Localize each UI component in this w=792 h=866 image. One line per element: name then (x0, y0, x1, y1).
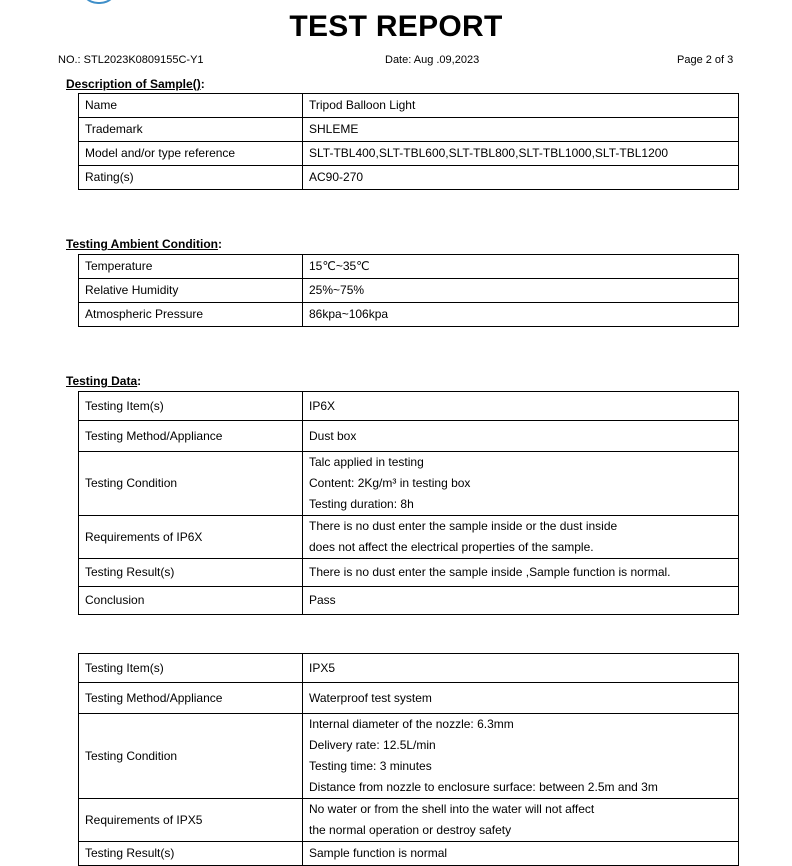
ipx5-table (78, 653, 739, 866)
ambient-section-heading (66, 237, 222, 251)
table-row (79, 94, 739, 118)
table-cell-value: Dust box (303, 421, 739, 452)
table-cell-value (303, 799, 739, 842)
table-cell-value: Tripod Balloon Light (303, 94, 739, 118)
requirement-line: No water or from the shell into the water will not affect (309, 802, 595, 816)
condition-line: Testing duration: 8h (309, 497, 414, 511)
requirement-line: does not affect the electrical properties of the sample. (309, 540, 594, 554)
table-row (79, 279, 739, 303)
ambient-heading-colon: : (217, 237, 222, 251)
table-cell-label: Requirements of IP6X (79, 516, 303, 559)
table-cell-label: Testing Method/Appliance (79, 421, 303, 452)
condition-line: Talc applied in testing (309, 455, 424, 469)
table-row (79, 166, 739, 190)
table-cell-label: Name (79, 94, 303, 118)
requirement-line: the normal operation or destroy safety (309, 823, 512, 837)
testing-heading-colon: : (137, 374, 142, 388)
table-row (79, 559, 739, 587)
table-cell-label: Testing Result(s) (79, 559, 303, 587)
condition-line: Delivery rate: 12.5L/min (309, 738, 436, 752)
sample-heading-text: Description of Sample() (66, 77, 201, 91)
table-row (79, 842, 739, 866)
table-cell-label: Testing Method/Appliance (79, 683, 303, 714)
testing-section-heading (66, 374, 141, 388)
table-cell-value (303, 714, 739, 799)
table-cell-value: SLT-TBL400,SLT-TBL600,SLT-TBL800,SLT-TBL1000,SLT-TBL1200 (303, 142, 739, 166)
company-logo-fragment (80, 0, 118, 4)
table-row (79, 421, 739, 452)
table-cell-value: IP6X (303, 392, 739, 421)
sample-table (78, 93, 739, 190)
table-cell-label: Atmospheric Pressure (79, 303, 303, 327)
table-row (79, 683, 739, 714)
table-cell-label: Testing Condition (79, 452, 303, 516)
table-row (79, 255, 739, 279)
report-number: NO.: STL2023K0809155C-Y1 (58, 54, 204, 66)
table-row (79, 142, 739, 166)
table-row (79, 118, 739, 142)
table-cell-label: Model and/or type reference (79, 142, 303, 166)
table-cell-value (303, 452, 739, 516)
ambient-table (78, 254, 739, 327)
table-cell-label: Requirements of IPX5 (79, 799, 303, 842)
table-row (79, 799, 739, 842)
table-cell-value: Pass (303, 587, 739, 615)
condition-line: Testing time: 3 minutes (309, 759, 432, 773)
condition-line: Distance from nozzle to enclosure surface: between 2.5m and 3m (309, 780, 658, 794)
table-cell-value (303, 516, 739, 559)
ambient-heading-text: Testing Ambient Condition (66, 237, 218, 251)
table-row (79, 587, 739, 615)
table-row (79, 392, 739, 421)
table-cell-label: Testing Item(s) (79, 392, 303, 421)
page-number: Page 2 of 3 (677, 54, 734, 66)
table-cell-label: Relative Humidity (79, 279, 303, 303)
table-cell-value: IPX5 (303, 654, 739, 683)
table-cell-label: Testing Condition (79, 714, 303, 799)
table-row (79, 452, 739, 516)
table-cell-value: There is no dust enter the sample inside ,Sample function is normal. (303, 559, 739, 587)
table-cell-label: Temperature (79, 255, 303, 279)
ip6x-table (78, 391, 739, 615)
report-date: Date: Aug .09,2023 (385, 54, 480, 66)
table-cell-label: Testing Result(s) (79, 842, 303, 866)
table-cell-label: Rating(s) (79, 166, 303, 190)
requirement-line: There is no dust enter the sample inside or the dust inside (309, 519, 618, 533)
table-cell-value: 86kpa~106kpa (303, 303, 739, 327)
table-cell-value: 25%~75% (303, 279, 739, 303)
table-cell-label: Trademark (79, 118, 303, 142)
table-cell-value: SHLEME (303, 118, 739, 142)
table-cell-label: Conclusion (79, 587, 303, 615)
table-row (79, 303, 739, 327)
condition-line: Content: 2Kg/m³ in testing box (309, 476, 471, 490)
table-row (79, 654, 739, 683)
sample-section-heading (66, 77, 205, 91)
table-row (79, 516, 739, 559)
page-title: TEST REPORT (289, 10, 503, 43)
condition-line: Internal diameter of the nozzle: 6.3mm (309, 717, 514, 731)
table-row (79, 714, 739, 799)
sample-heading-colon: : (200, 77, 205, 91)
table-cell-label: Testing Item(s) (79, 654, 303, 683)
table-cell-value: Waterproof test system (303, 683, 739, 714)
table-cell-value: AC90-270 (303, 166, 739, 190)
testing-heading-text: Testing Data (66, 374, 138, 388)
table-cell-value: 15℃~35℃ (303, 255, 739, 279)
table-cell-value: Sample function is normal (303, 842, 739, 866)
